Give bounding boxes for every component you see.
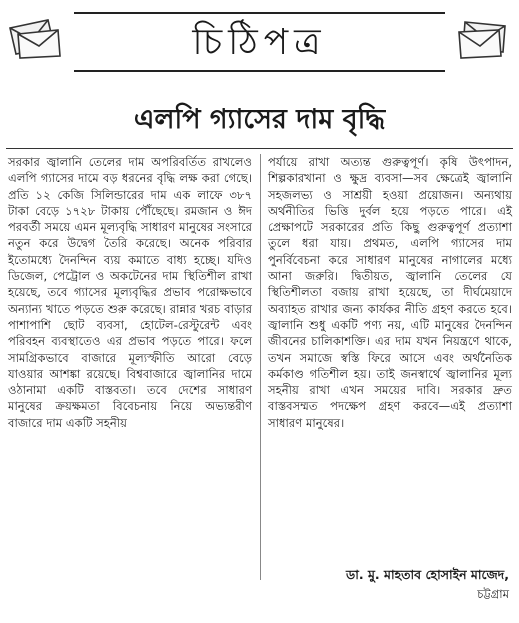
header-rule-bottom: [74, 70, 445, 72]
article-body-right: পর্যায়ে রাখা অত্যন্ত গুরুত্বপূর্ণ। কৃষি উৎপাদন, শিল্পকারখানা ও ক্ষুদ্র ব্যবসা—সব ক্ষেত্রেই জ্বালানি সহজলভ্য ও সাশ্রয়ী হওয়া প্রয়োজন। অন্যথায় অর্থনীতির ভিত্তি দুর্বল হয়ে পড়তে পারে। এই প্রেক্ষাপটে সরকারের প্রতি কিছু গুরুত্বপূর্ণ প্রত্যাশা তুলে ধরা যায়। প্রথমত, এলপি গ্যাসের দাম পুনর্বিবেচনা করে সাধারণ মানুষের নাগালের মধ্যে আনা জরুরি। দ্বিতীয়ত, জ্বালানি তেলের যে স্থিতিশীলতা বজায় রাখা হয়েছে, তা দীর্ঘমেয়াদে অব্যাহত রাখার জন্য কার্যকর নীতি গ্রহণ করতে হবে। জ্বালানি শুধু একটি পণ্য নয়, এটি মানুষের দৈনন্দিন জীবনের চালিকাশক্তি। এর দাম যখন নিয়ন্ত্রণে থাকে, তখন সমাজে স্বস্তি ফিরে আসে এবং অর্থনৈতিক কর্মকাণ্ড গতিশীল হয়। তাই জনস্বার্থে জ্বালানির মূল্য সহনীয় রাখা এখন সময়ের দাবি। সরকার দ্রুত বাস্তবসম্মত পদক্ষেপ গ্রহণ করবে—এই প্রত্যাশা সাধারণ মানুষের।: [268, 155, 512, 430]
author-location: চট্টগ্রাম: [477, 587, 509, 601]
envelope-icon: [453, 16, 515, 60]
column-separator: [260, 154, 261, 580]
article-body-left: সরকার জ্বালানি তেলের দাম অপরিবর্তিত রাখলেও এলপি গ্যাসের দামে বড় ধরনের বৃদ্ধি লক্ষ করা গেছে। প্রতি ১২ কেজি সিলিন্ডারের দাম এক লাফে ৩৮৭ টাকা বেড়ে ১৭২৮ টাকায় পৌঁছেছে। রমজান ও ঈদ পরবর্তী সময়ে এমন মূল্যবৃদ্ধি সাধারণ মানুষের সংসারে নতুন করে উদ্বেগ তৈরি করেছে। অনেক পরিবার ইতোমধ্যে দৈনন্দিন ব্যয় কমাতে বাধ্য হচ্ছে। যদিও ডিজেল, পেট্রোল ও অকটেনের দাম স্থিতিশীল রাখা হয়েছে, তবে গ্যাসের মূল্যবৃদ্ধির প্রভাব পরোক্ষভাবে অন্যান্য খাতে পড়তে শুরু করেছে। রান্নার খরচ বাড়ার পাশাপাশি ছোট ব্যবসা, হোটেল-রেস্টুরেন্ট এবং পরিবহন ব্যবস্থাতেও এর প্রভাব পড়তে পারে। ফলে সামগ্রিকভাবে বাজারে মূল্যস্ফীতি আরো বেড়ে যাওয়ার আশঙ্কা রয়েছে। বিশ্ববাজারে জ্বালানির দামে ওঠানামা একটি বাস্তবতা। তবে দেশের সাধারণ মানুষের ক্রয়ক্ষমতা বিবেচনায় নিয়ে অভ্যন্তরীণ বাজারে দাম একটি সহনীয়: [8, 155, 252, 430]
author-name: ডা. মু. মাহতাব হোসাইন মাজেদ,: [346, 567, 509, 582]
article-headline: এলপি গ্যাসের দাম বৃদ্ধি: [133, 104, 386, 135]
header-rule-top: [74, 12, 445, 14]
section-title: চিঠিপত্র: [192, 22, 327, 63]
section-header: [4, 4, 515, 82]
headline-rule: [6, 148, 513, 149]
